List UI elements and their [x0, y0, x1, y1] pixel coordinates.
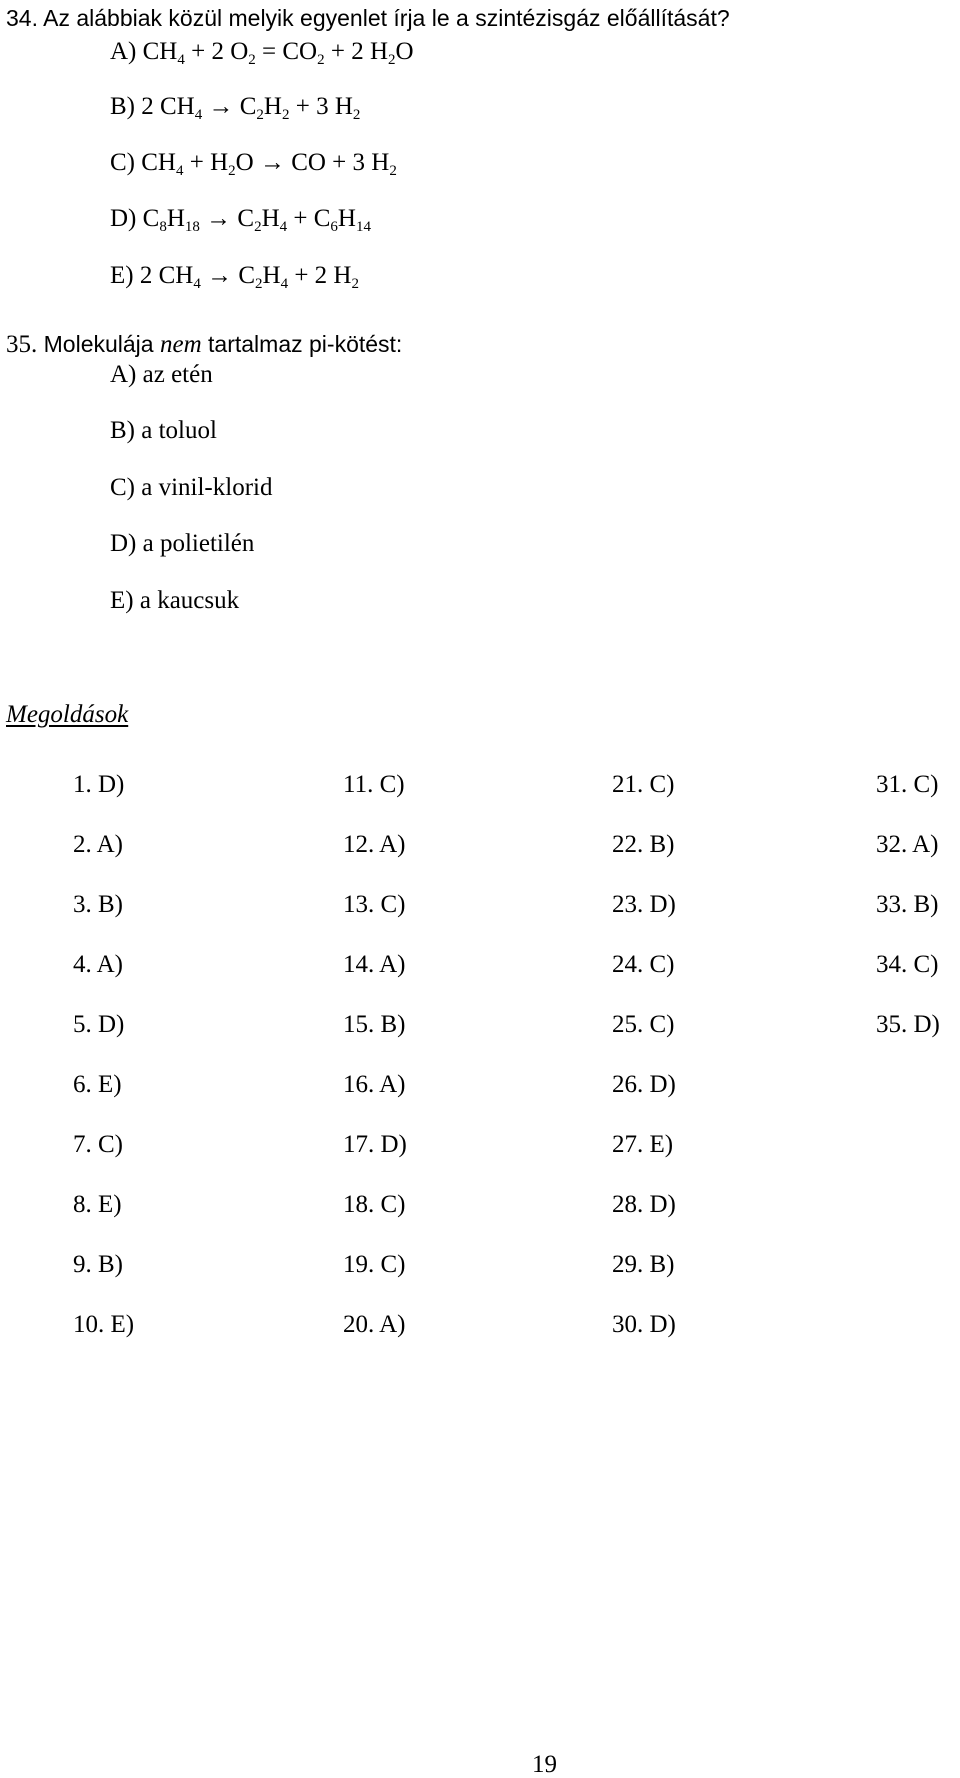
question-35-title — [6, 330, 402, 359]
answer-item: 13. C) — [343, 891, 406, 918]
answer-item: 27. E) — [612, 1131, 674, 1158]
question-34-text: Az alábbiak közül melyik egyenlet írja le a szintézisgáz előállítását? — [43, 5, 730, 31]
answer-column-3 — [612, 770, 676, 1370]
question-34-option-e: E) 2 $CH_4 \to C_2H_4 + 2$ $H_2$ — [110, 262, 359, 292]
answer-item: 15. B) — [343, 1011, 406, 1038]
question-35-emphasis: nem — [159, 331, 202, 358]
answer-item: 7. C) — [73, 1131, 123, 1158]
answer-column-1 — [73, 770, 134, 1370]
answer-item: 35. D) — [876, 1011, 940, 1038]
answer-item: 31. C) — [876, 771, 939, 798]
question-35-option-e: E) a kaucsuk — [110, 587, 240, 614]
answer-item: 30. D) — [612, 1311, 676, 1338]
question-34-option-b: B) 2 $CH_4 \to C_2H_2 + 3$ $H_2$ — [110, 93, 361, 123]
question-34-option-c: C) $CH_4 + H_2O$ → CO + 3 $H_2$ — [110, 149, 397, 179]
answer-column-4 — [876, 770, 940, 1070]
question-34-number: 34. — [6, 5, 38, 31]
answer-item: 23. D) — [612, 891, 676, 918]
answer-item: 17. D) — [343, 1131, 407, 1158]
question-35-text-a: Molekulája — [43, 331, 154, 357]
answer-item: 19. C) — [343, 1251, 406, 1278]
question-35-option-b: B) a toluol — [110, 417, 217, 444]
question-35-text-b: tartalmaz pi-kötést: — [208, 331, 403, 357]
answer-item: 12. A) — [343, 831, 406, 858]
answer-item: 16. A) — [343, 1071, 406, 1098]
answer-item: 28. D) — [612, 1191, 676, 1218]
answer-item: 22. B) — [612, 831, 675, 858]
answer-item: 14. A) — [343, 951, 406, 978]
answer-item: 3. B) — [73, 891, 123, 918]
answer-item: 8. E) — [73, 1191, 122, 1218]
answer-item: 26. D) — [612, 1071, 676, 1098]
answer-item: 1. D) — [73, 771, 125, 798]
answer-item: 32. A) — [876, 831, 939, 858]
question-34-option-a: A) $CH_4 + 2$ $O_2 = CO_2 + 2$ $H_2O$ — [110, 38, 414, 68]
answer-item: 21. C) — [612, 771, 675, 798]
answer-item: 29. B) — [612, 1251, 675, 1278]
answer-item: 5. D) — [73, 1011, 125, 1038]
answer-item: 11. C) — [343, 771, 405, 798]
question-34-option-d: D) $C_8H_{18} \to C_2H_4 + C_6H_{14}$ — [110, 205, 371, 235]
answer-item: 18. C) — [343, 1191, 406, 1218]
question-35-option-a: A) az etén — [110, 361, 213, 388]
answer-item: 2. A) — [73, 831, 123, 858]
page-number: 19 — [532, 1751, 557, 1778]
answer-item: 25. C) — [612, 1011, 675, 1038]
answer-item: 24. C) — [612, 951, 675, 978]
question-35-option-d: D) a polietilén — [110, 530, 255, 557]
answer-item: 10. E) — [73, 1311, 135, 1338]
question-35-number: 35. — [6, 331, 38, 358]
question-34-title — [6, 4, 730, 32]
answer-item: 20. A) — [343, 1311, 406, 1338]
answer-item: 4. A) — [73, 951, 123, 978]
answer-item: 9. B) — [73, 1251, 123, 1278]
answer-item: 34. C) — [876, 951, 939, 978]
answer-column-2 — [343, 770, 407, 1370]
answer-item: 33. B) — [876, 891, 939, 918]
answer-item: 6. E) — [73, 1071, 122, 1098]
solutions-heading: Megoldások — [6, 701, 129, 728]
question-35-option-c: C) a vinil-klorid — [110, 474, 273, 501]
